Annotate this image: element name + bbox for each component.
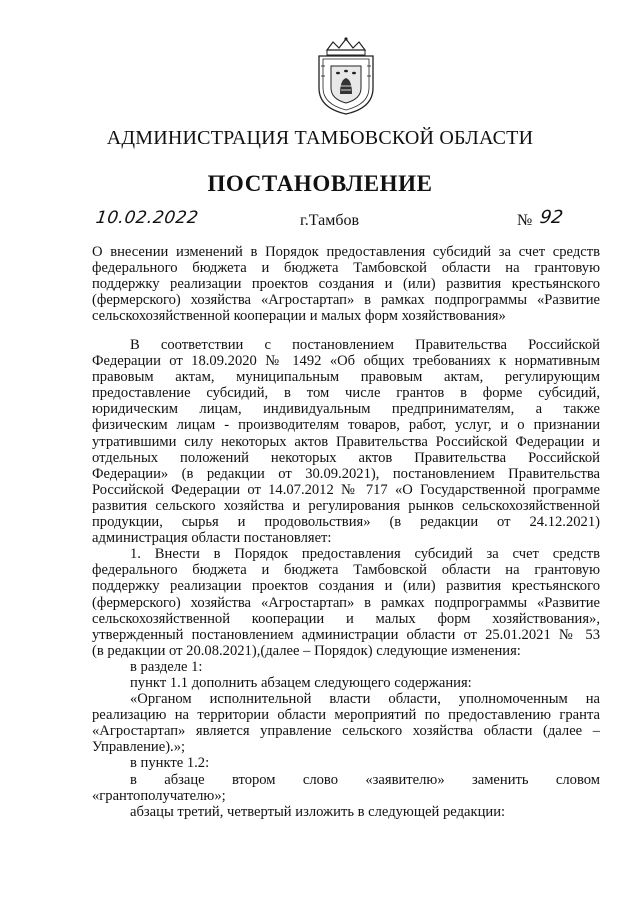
body-line: поддержку реализации проектов создания и (или) развития крестьянского bbox=[92, 578, 600, 595]
document-meta-row bbox=[0, 207, 640, 236]
body-line: продукции, сырья и продовольствия» (в редакции от 24.12.2021) bbox=[92, 514, 600, 531]
body-line: в разделе 1: bbox=[130, 658, 203, 675]
city-label: г.Тамбов bbox=[300, 212, 360, 229]
body-line: (в редакции от 20.08.2021),(далее – Порядок) следующие изменения: bbox=[92, 642, 521, 659]
document-type-heading: ПОСТАНОВЛЕНИЕ bbox=[207, 171, 433, 196]
body-line: правовым актам, муниципальным правовым актам, регулирующим bbox=[92, 369, 600, 386]
subject-line: О внесении изменений в Порядок предоставления субсидий за счет средств bbox=[92, 244, 600, 260]
subject-line: поддержку реализации проектов создания и (или) развития крестьянского bbox=[92, 276, 600, 293]
body-line: в пункте 1.2: bbox=[130, 755, 210, 772]
body-line: пункт 1.1 дополнить абзацем следующего содержания: bbox=[130, 674, 472, 691]
body-line: утратившими силу некоторых актов Правительства Российской Федерации и bbox=[92, 433, 600, 450]
body-line: (фермерского) хозяйства «Агростартап» в рамках подпрограммы «Развитие bbox=[92, 594, 600, 611]
number-label: № bbox=[517, 212, 533, 229]
document-subject bbox=[92, 244, 600, 324]
body-line: реализацию на территории области мероприятий по предоставлению гранта bbox=[92, 707, 600, 724]
body-line: физическим лицам - производителям товаров, работ, услуг, и о признании bbox=[92, 417, 600, 434]
body-line: утвержденный постановлением администрации области от 25.01.2021 № 53 bbox=[92, 626, 600, 643]
body-line: Федерации от 18.09.2020 № 1492 «Об общих требованиях к нормативным bbox=[92, 353, 600, 370]
body-line: «Агростартап» является управление сельского хозяйства области (далее – bbox=[92, 723, 600, 740]
handwritten-number: 92 bbox=[538, 207, 565, 228]
body-line: абзацы третий, четвертый изложить в следующей редакции: bbox=[130, 803, 506, 820]
body-line: администрация области постановляет: bbox=[92, 530, 332, 547]
handwritten-date: 10.02.2022 bbox=[94, 208, 200, 228]
body-line: 1. Внести в Порядок предоставления субсидий за счет средств bbox=[130, 546, 600, 563]
coat-of-arms-emblem bbox=[313, 36, 379, 116]
body-line: сельскохозяйственной кооперации и малых форм хозяйствования», bbox=[92, 610, 600, 627]
organization-title: АДМИНИСТРАЦИЯ ТАМБОВСКОЙ ОБЛАСТИ bbox=[106, 127, 534, 149]
body-line: развития сельского хозяйства и регулирования рынков сельскохозяйственной bbox=[92, 497, 600, 514]
subject-line: сельскохозяйственной кооперации и малых форм хозяйствования» bbox=[92, 308, 506, 325]
document-body bbox=[92, 337, 600, 820]
body-line: Управление).»; bbox=[92, 739, 186, 756]
body-line: «грантополучателю»; bbox=[92, 787, 226, 804]
body-line: В соответствии с постановлением Правительства Российской bbox=[130, 337, 600, 353]
body-line: Федерации» (в редакции от 30.09.2021), постановлением Правительства bbox=[92, 465, 600, 482]
body-line: Российской Федерации от 14.07.2012 № 717 «О Государственной программе bbox=[92, 481, 600, 498]
body-line: предоставление субсидий, в том числе грантов в форме субсидий, bbox=[92, 385, 600, 402]
body-line: «Органом исполнительной власти области, уполномоченным на bbox=[130, 691, 600, 708]
body-line: федерального бюджета и бюджета Тамбовской области на грантовую bbox=[92, 562, 600, 579]
body-line: юридическим лицам, индивидуальным предпринимателям, а также bbox=[92, 401, 600, 418]
subject-line: (фермерского) хозяйства «Агростартап» в рамках подпрограммы «Развитие bbox=[92, 292, 600, 309]
body-line: в абзаце втором слово «заявителю» заменить словом bbox=[130, 771, 600, 788]
subject-line: федерального бюджета и бюджета Тамбовской области на грантовую bbox=[92, 260, 600, 277]
body-line: отдельных положений некоторых актов Правительства Российской bbox=[92, 449, 600, 466]
